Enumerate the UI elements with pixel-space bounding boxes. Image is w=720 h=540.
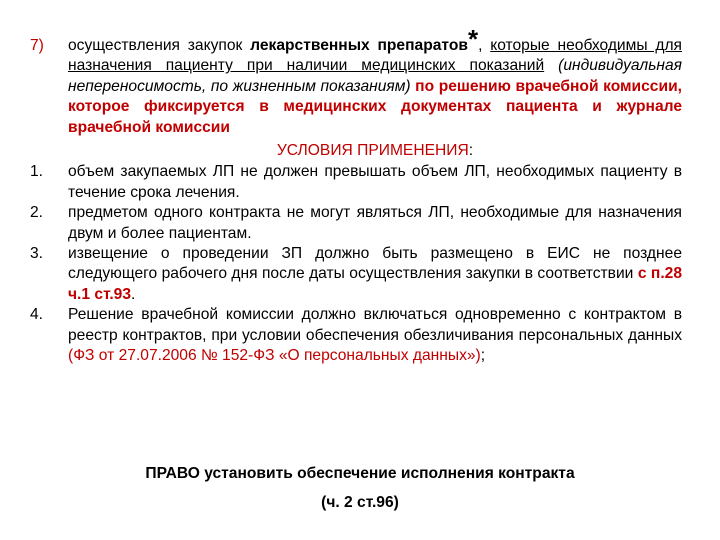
condition-number: 1.	[30, 163, 44, 181]
condition-text: Решение врачебной комиссии должно включаться одновременно с контрактом в реестр контрактов, при условии обеспечения обезличивания персональных данных	[68, 306, 682, 344]
condition-item	[30, 305, 682, 366]
condition-item	[30, 203, 682, 244]
item-7-underlined-text: которые необходимы для назначения пациенту при наличии медицинских показаний	[68, 37, 682, 75]
item-7-comma: ,	[478, 37, 491, 54]
main-text	[30, 24, 683, 367]
condition-text: предметом одного контракта не могут являться ЛП, необходимые для назначения двум и более пациентам.	[68, 204, 682, 242]
condition-item	[30, 162, 682, 203]
item-7-drugs-text: лекарственных препаратов	[250, 37, 468, 54]
item-7	[30, 24, 683, 138]
conditions-colon: :	[468, 142, 474, 160]
right-statement: ПРАВО установить обеспечение исполнения контракта	[145, 465, 575, 482]
condition-tail: .	[131, 285, 136, 303]
item-7-commission-text: по решению врачебной комиссии, которое фиксируется в медицинских документах пациента и журнале врачебной комиссии	[68, 77, 682, 136]
condition-text: извещение о проведении ЗП должно быть размещено в ЕИС не позднее следующего рабочего дня после даты осуществления закупки в соответствии	[68, 245, 682, 283]
item-7-italic-text: (индивидуальная непереносимость, по жизненным показаниям)	[68, 57, 683, 95]
condition-item	[30, 244, 682, 305]
condition-number: 2.	[30, 204, 44, 222]
right-reference: (ч. 2 ст.96)	[321, 494, 399, 511]
law-reference: с п.28 ч.1 ст.93	[68, 265, 682, 303]
conditions-heading	[30, 141, 682, 161]
asterisk-mark: *	[467, 24, 479, 54]
item-number: 7)	[30, 37, 44, 54]
condition-number: 4.	[30, 306, 44, 324]
condition-tail: ;	[480, 347, 486, 365]
item-7-purchase-text: осуществления закупок	[68, 37, 243, 54]
law-reference: (ФЗ от 27.07.2006 № 152-ФЗ «О персональных данных»)	[68, 347, 481, 365]
condition-number: 3.	[30, 245, 44, 263]
conditions-title: УСЛОВИЯ ПРИМЕНЕНИЯ	[276, 142, 469, 160]
condition-text: объем закупаемых ЛП не должен превышать объем ЛП, необходимых пациенту в течение срока лечения.	[68, 163, 682, 201]
